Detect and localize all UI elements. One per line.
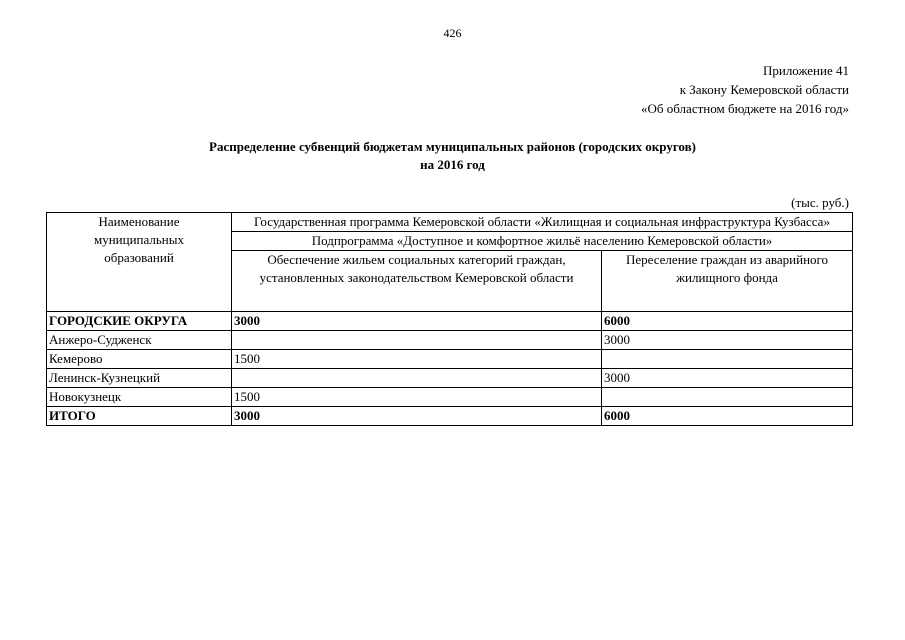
row-value-1: 1500	[232, 388, 602, 407]
row-value-1: 1500	[232, 350, 602, 369]
appendix-line-3: «Об областном бюджете на 2016 год»	[641, 101, 849, 116]
row-name: ИТОГО	[47, 407, 232, 426]
appendix-line-2: к Закону Кемеровской области	[679, 82, 849, 97]
row-value-1: 3000	[232, 312, 602, 331]
table-row	[47, 388, 853, 407]
table-row	[47, 312, 853, 331]
row-value-1: 3000	[232, 407, 602, 426]
table-row-total	[47, 407, 853, 426]
row-value-2: 3000	[602, 369, 853, 388]
title-line-2: на 2016 год	[420, 157, 485, 172]
row-value-1	[232, 331, 602, 350]
table-row	[47, 369, 853, 388]
title-line-1: Распределение субвенций бюджетам муниципальных районов (городских округов)	[209, 139, 696, 154]
header-subprogram: Подпрограмма «Доступное и комфортное жильё населению Кемеровской области»	[232, 232, 853, 251]
page-number: 426	[443, 26, 462, 40]
row-value-1	[232, 369, 602, 388]
row-name: Новокузнецк	[47, 388, 232, 407]
units-label: (тыс. руб.)	[791, 195, 849, 210]
row-value-2: 6000	[602, 312, 853, 331]
appendix-line-1: Приложение 41	[762, 63, 849, 78]
row-value-2: 3000	[602, 331, 853, 350]
header-program: Государственная программа Кемеровской области «Жилищная и социальная инфраструктура Кузбасса»	[232, 213, 853, 232]
row-name: Кемерово	[47, 350, 232, 369]
row-name: Ленинск-Кузнецкий	[47, 369, 232, 388]
row-value-2: 6000	[602, 407, 853, 426]
subsidy-table	[46, 212, 853, 426]
header-col-housing: Обеспечение жильем социальных категорий граждан, установленных законодательством Кемеровской области	[232, 251, 602, 312]
row-value-2	[602, 388, 853, 407]
row-name: ГОРОДСКИЕ ОКРУГА	[47, 312, 232, 331]
row-value-2	[602, 350, 853, 369]
header-col-resettlement: Переселение граждан из аварийного жилищного фонда	[602, 251, 853, 312]
document-title	[0, 138, 905, 174]
appendix-header	[641, 61, 849, 118]
table-row	[47, 331, 853, 350]
row-name: Анжеро-Судженск	[47, 331, 232, 350]
header-municipality: Наименование муниципальных образований	[47, 213, 232, 312]
table-row	[47, 350, 853, 369]
header-row-program	[47, 213, 853, 232]
